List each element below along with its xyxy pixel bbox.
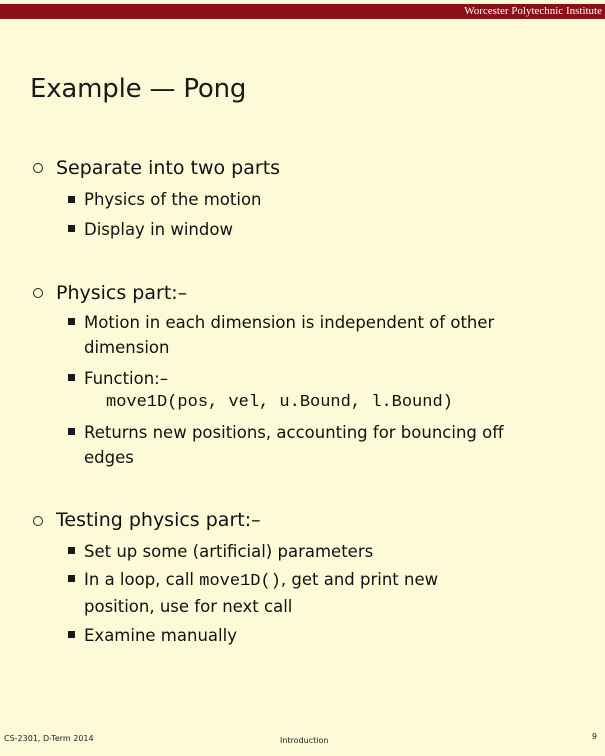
footer-course: CS-2301, D-Term 2014 — [4, 734, 94, 743]
loop-suffix-text: , get and print new — [280, 570, 439, 589]
sub-bullet-motion-line2: dimension — [84, 338, 170, 357]
bullet-separate-parts: Separate into two parts — [56, 157, 281, 179]
square-bullet-icon — [68, 631, 75, 638]
hollow-circle-bullet-icon — [33, 288, 43, 298]
square-bullet-icon — [68, 547, 75, 554]
sub-bullet-returns-line1: Returns new positions, accounting for bouncing off — [84, 423, 504, 442]
sub-bullet-returns-line2: edges — [84, 448, 134, 467]
header-bar — [0, 4, 605, 19]
sub-bullet-examine-manually: Examine manually — [84, 626, 237, 645]
square-bullet-icon — [68, 374, 75, 381]
function-signature-code: move1D(pos, vel, u.Bound, l.Bound) — [106, 393, 453, 412]
sub-bullet-set-up-params: Set up some (artificial) parameters — [84, 542, 374, 561]
sub-bullet-physics-motion: Physics of the motion — [84, 190, 262, 209]
hollow-circle-bullet-icon — [33, 516, 43, 526]
bullet-testing-physics: Testing physics part:– — [56, 509, 261, 531]
bullet-physics-part: Physics part:– — [56, 282, 188, 304]
footer-section: Introduction — [280, 736, 329, 745]
square-bullet-icon — [68, 575, 75, 582]
sub-bullet-loop-line2: position, use for next call — [84, 597, 293, 616]
square-bullet-icon — [68, 196, 75, 203]
sub-bullet-function-label: Function:– — [84, 369, 168, 388]
sub-bullet-motion-line1: Motion in each dimension is independent of other — [84, 313, 495, 332]
sub-bullet-loop-line1 — [84, 567, 438, 594]
slide-title: Example — Pong — [30, 74, 247, 104]
loop-prefix-text: In a loop, call — [84, 570, 200, 589]
square-bullet-icon — [68, 318, 75, 325]
square-bullet-icon — [68, 428, 75, 435]
footer-page-number: 9 — [591, 732, 597, 741]
institution-name: Worcester Polytechnic Institute — [464, 5, 602, 17]
hollow-circle-bullet-icon — [33, 163, 43, 173]
move1d-call-code: move1D() — [199, 572, 281, 591]
sub-bullet-display-window: Display in window — [84, 220, 233, 239]
square-bullet-icon — [68, 225, 75, 232]
